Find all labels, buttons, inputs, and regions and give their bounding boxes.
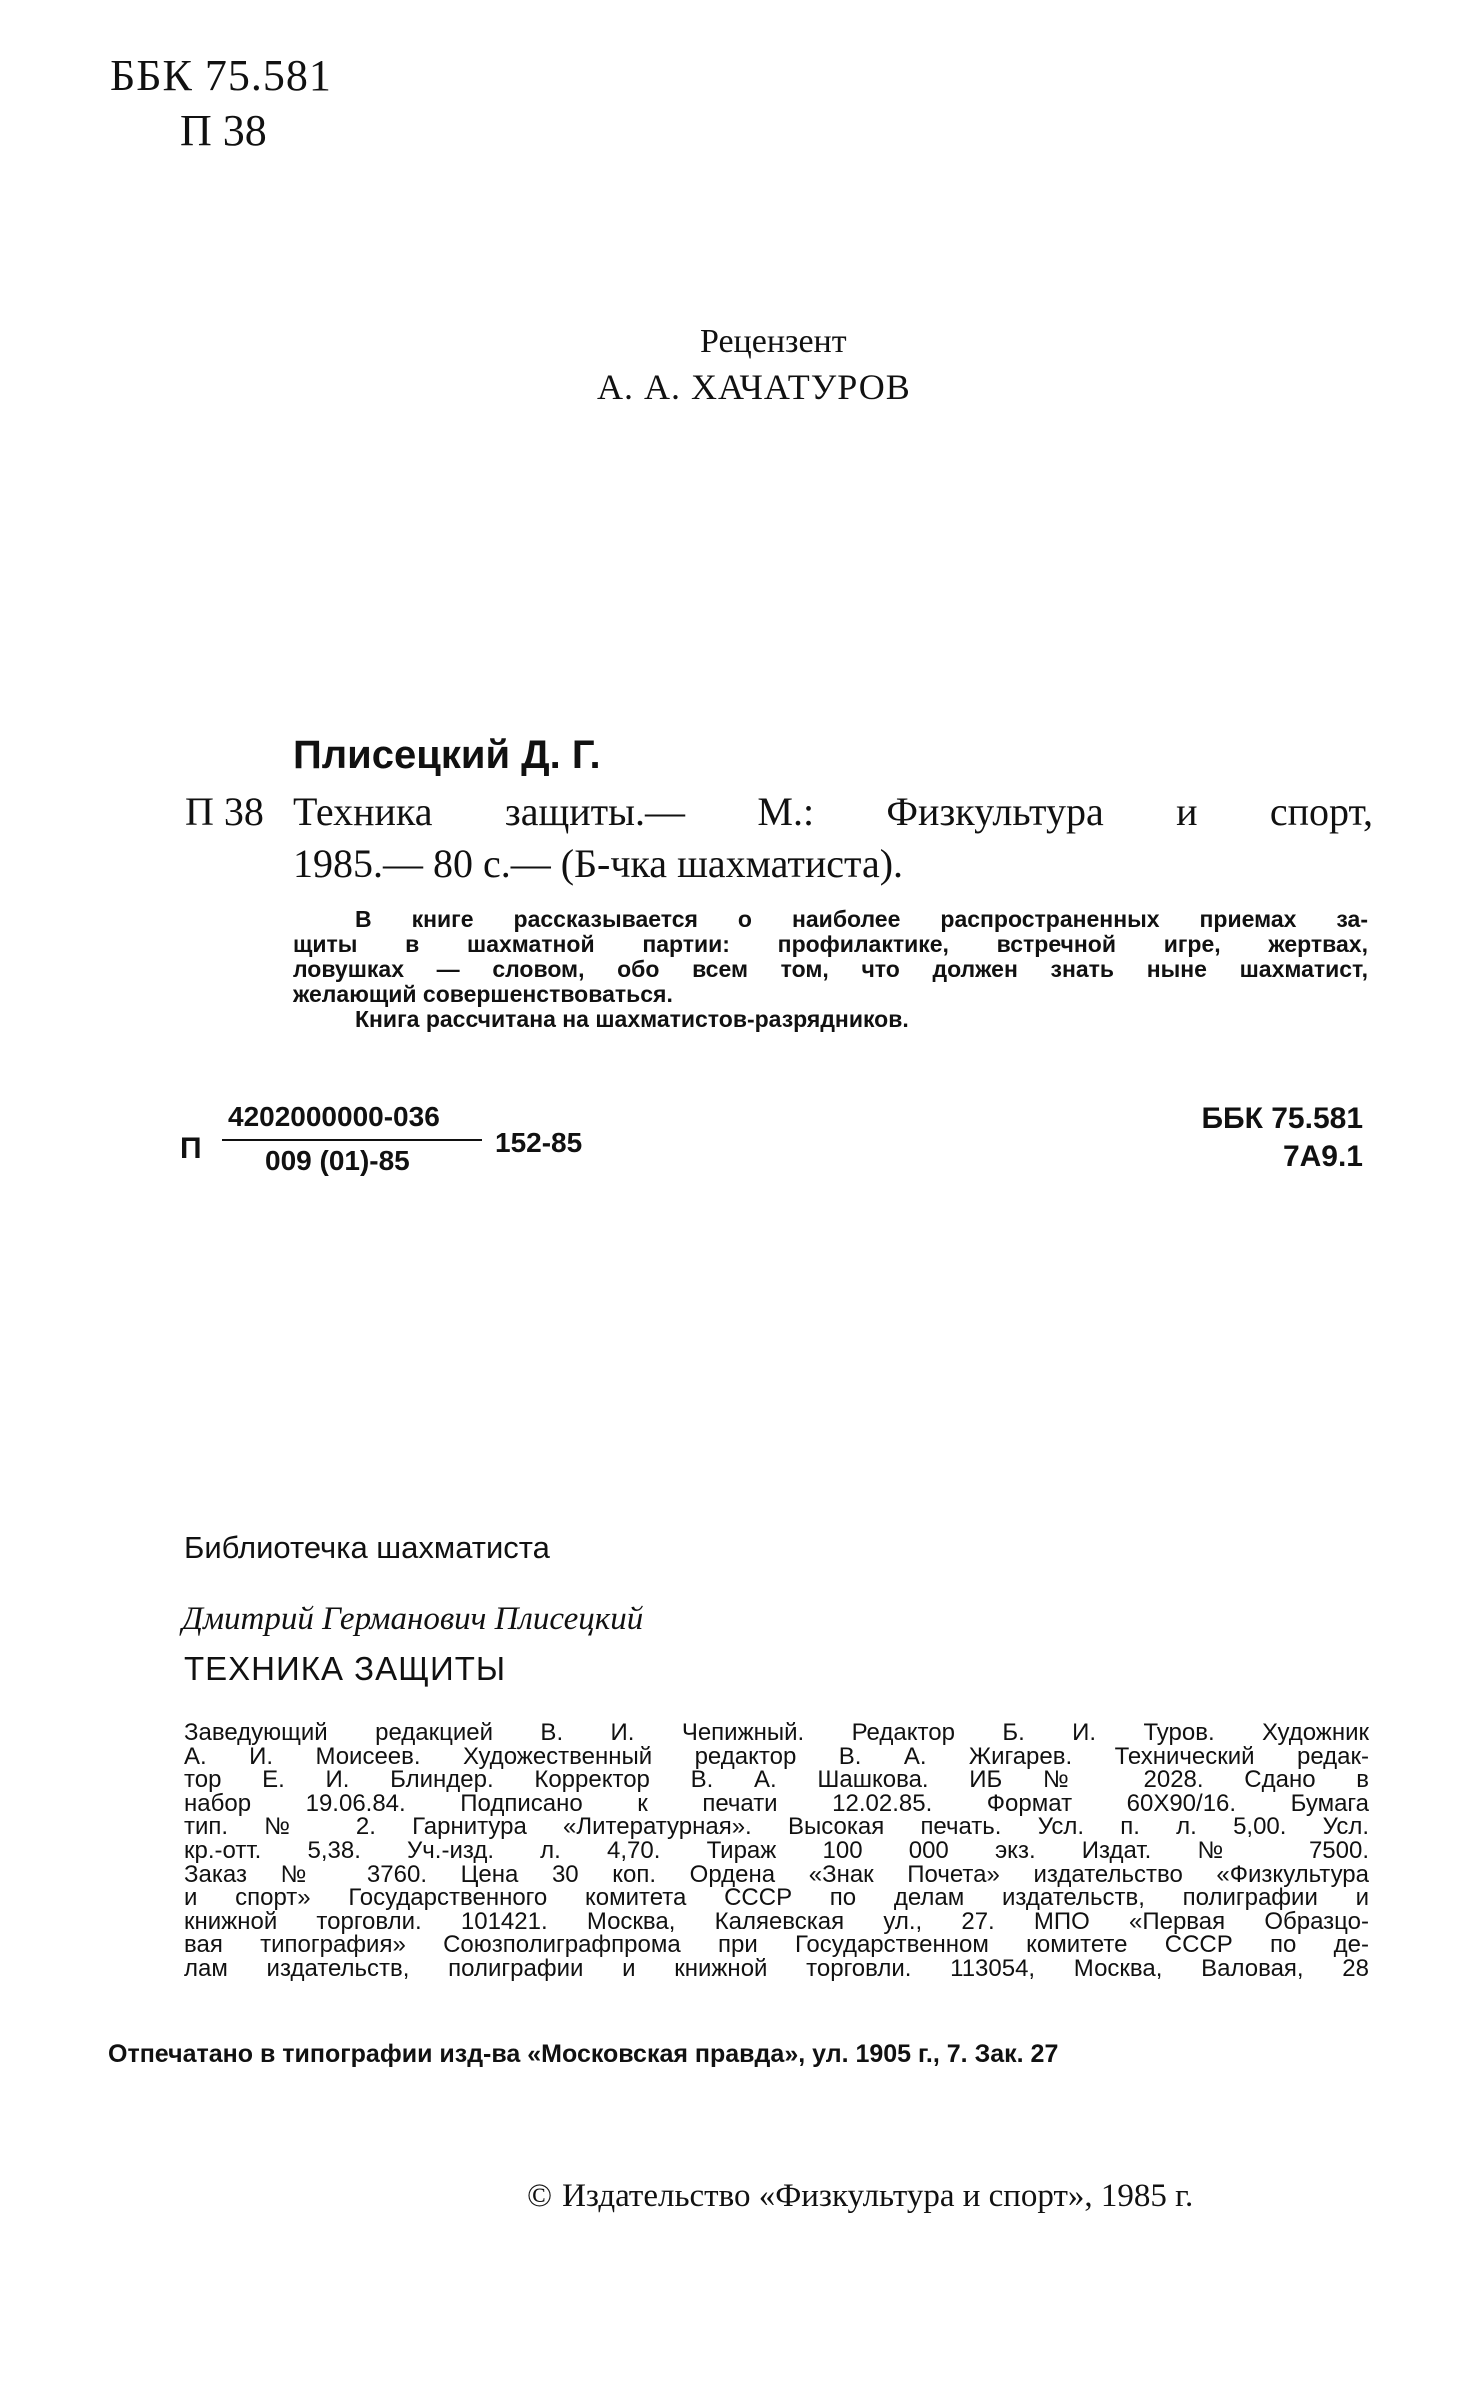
annotation-line: ловушках — словом, обо всем том, что должен знать ныне шахматист,	[293, 956, 1368, 982]
bibliographic-title-line-1: Техника защиты.— М.: Физкультура и спорт,	[293, 789, 1373, 834]
imprint-line: книжной торговли. 101421. Москва, Каляевская ул., 27. МПО «Первая Образцо-	[184, 1907, 1369, 1935]
reviewer-label: Рецензент	[700, 323, 847, 360]
bbk-index: ББК 75.581	[1201, 1102, 1363, 1135]
imprint-line: и спорт» Государственного комитета СССР по делам издательств, полиграфии и	[184, 1884, 1369, 1912]
imprint-line: кр.-отт. 5,38. Уч.-изд. л. 4,70. Тираж 100 000 экз. Издат. № 7500.	[184, 1836, 1369, 1864]
bibliographic-title-line-2: 1985.— 80 с.— (Б-чка шахматиста).	[293, 841, 904, 886]
bbk-code: 7А9.1	[1282, 1140, 1363, 1173]
imprint-line: тор Е. И. Блиндер. Корректор В. А. Шашкова. ИБ № 2028. Сдано в	[184, 1766, 1369, 1794]
bibliographic-author-mark: П 38	[185, 789, 264, 834]
imprint-line: Заказ № 3760. Цена 30 коп. Ордена «Знак Почета» издательство «Физкультура	[184, 1860, 1369, 1888]
classification-numerator: 4202000000-036	[228, 1101, 440, 1132]
copyright-text: Издательство «Физкультура и спорт», 1985 г.	[562, 2178, 1194, 2214]
classification-prefix: П	[180, 1132, 202, 1165]
imprint-line: вая типография» Союзполиграфпрома при Государственном комитете СССР по де-	[184, 1931, 1369, 1959]
printing-note: Отпечатано в типографии изд-ва «Московская правда», ул. 1905 г., 7. Зак. 27	[108, 2040, 1059, 2068]
series-title: Библиотечка шахматиста	[184, 1530, 550, 1565]
bbk-index-top: ББК 75.581	[110, 51, 332, 100]
reviewer-name: А. А. ХАЧАТУРОВ	[597, 367, 911, 407]
imprint-block	[184, 1721, 1369, 1981]
bibliographic-author: Плисецкий Д. Г.	[293, 733, 601, 777]
classification-denominator: 009 (01)-85	[265, 1145, 410, 1176]
imprint-line: А. И. Моисеев. Художественный редактор В. А. Жигарев. Технический редак-	[184, 1742, 1369, 1770]
annotation-line: В книге рассказывается о наиболее распространенных приемах за-	[355, 906, 1368, 932]
annotation	[293, 907, 1368, 1032]
imprint-line: лам издательств, полиграфии и книжной торговли. 113054, Москва, Валовая, 28	[184, 1954, 1369, 1982]
author-full-name: Дмитрий Германович Плисецкий	[182, 1601, 644, 1637]
imprint-line: тип. № 2. Гарнитура «Литературная». Высокая печать. Усл. п. л. 5,00. Усл.	[184, 1813, 1369, 1841]
book-title: ТЕХНИКА ЗАЩИТЫ	[184, 1650, 507, 1687]
author-mark-top: П 38	[180, 106, 267, 155]
annotation-line: желающий совершенствоваться.	[293, 981, 673, 1007]
bbk-index-block	[1201, 1100, 1363, 1176]
copyright-line	[527, 2178, 1193, 2215]
fraction-bar	[222, 1139, 482, 1141]
imprint-line: Заведующий редакцией В. И. Чепижный. Редактор Б. И. Туров. Художник	[184, 1719, 1369, 1746]
copyright-icon: ©	[527, 2178, 553, 2214]
annotation-line: щиты в шахматной партии: профилактике, встречной игре, жертвах,	[293, 931, 1368, 957]
imprint-line: набор 19.06.84. Подписано к печати 12.02.85. Формат 60Х90/16. Бумага	[184, 1789, 1369, 1817]
annotation-audience: Книга рассчитана на шахматистов-разрядников.	[355, 1006, 909, 1032]
classification-suffix: 152-85	[495, 1127, 583, 1158]
